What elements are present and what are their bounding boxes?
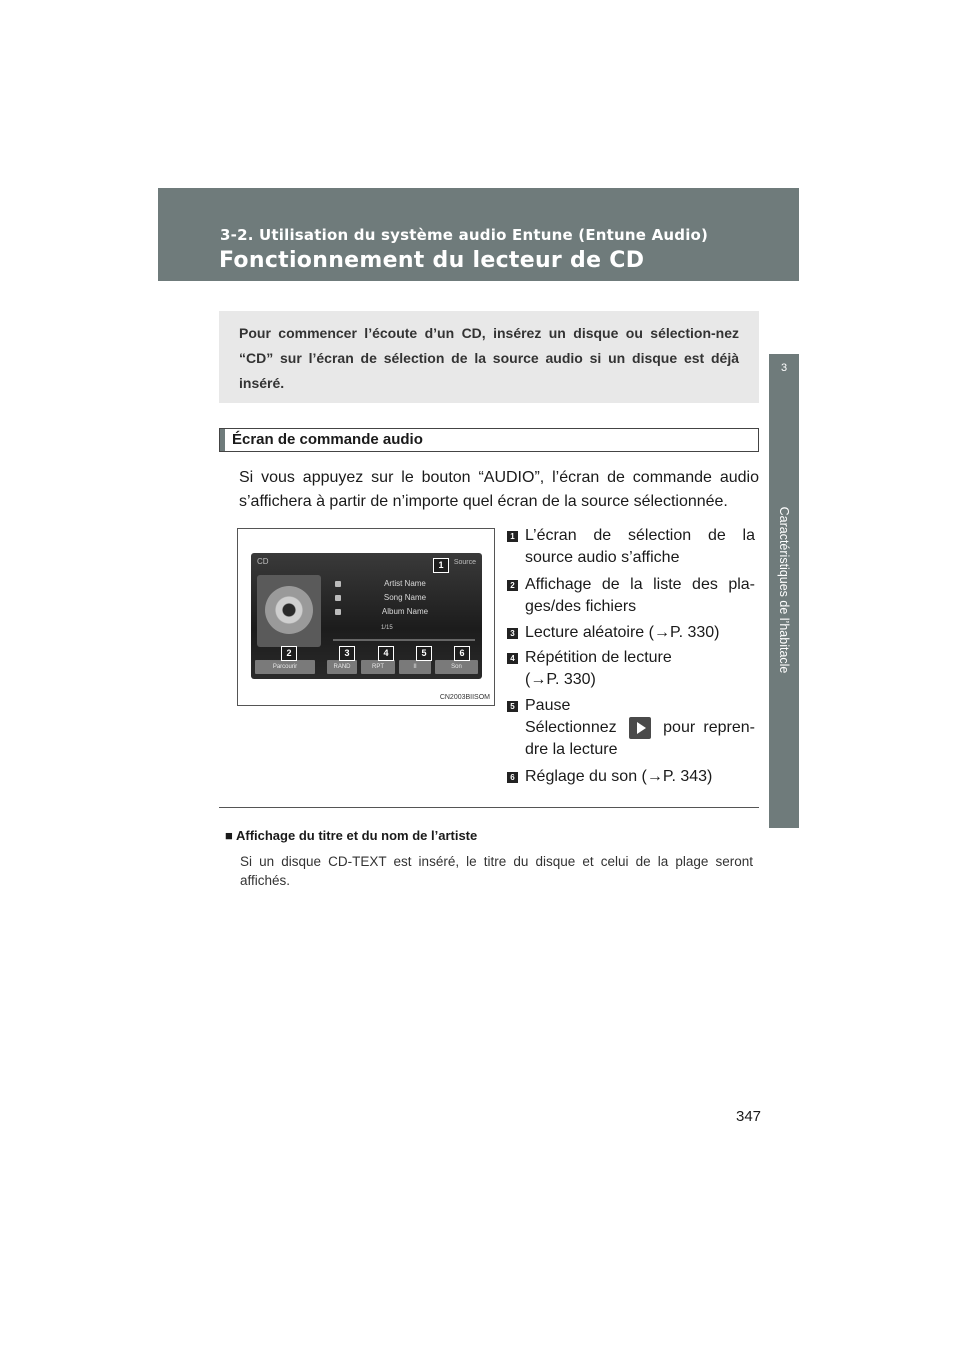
section-label: 3-2. Utilisation du système audio Entune (Entune Audio) bbox=[220, 226, 709, 244]
song-name: Song Name bbox=[383, 593, 427, 602]
callout-5: 5 bbox=[416, 646, 432, 661]
subsection-heading bbox=[219, 428, 759, 452]
play-icon bbox=[629, 717, 651, 739]
note-title: ■ Affichage du titre et du nom de l’artiste bbox=[225, 828, 478, 843]
screen-button-row bbox=[255, 660, 478, 674]
chapter-side-tab bbox=[769, 354, 799, 828]
audio-screen-figure bbox=[237, 528, 495, 706]
legend-text: source audio s’affiche bbox=[525, 549, 680, 566]
page-title: Fonctionnement du lecteur de CD bbox=[219, 248, 645, 273]
browse-button: Parcourir bbox=[255, 660, 315, 674]
figure-caption: CN2003BIISOM bbox=[439, 694, 490, 701]
legend-number: 5 bbox=[507, 701, 518, 712]
intro-text: Pour commencer l’écoute d’un CD, insérez un disque ou sélection-nez “CD” sur l’écran de sélection de la source audio si un disque est déjà inséré. bbox=[239, 325, 739, 391]
random-button: RAND bbox=[327, 660, 357, 674]
disc-panel bbox=[257, 575, 321, 647]
legend-text: pour repren- bbox=[663, 719, 756, 737]
callout-6: 6 bbox=[454, 646, 470, 661]
chapter-number: 3 bbox=[780, 362, 788, 374]
legend-text: dre la lecture bbox=[525, 741, 618, 759]
artist-icon bbox=[335, 581, 341, 587]
legend-text: Affichage de la liste des pla- bbox=[525, 576, 755, 593]
legend-text: Réglage du son (→P. 343) bbox=[525, 768, 713, 785]
screen-title: CD bbox=[257, 557, 269, 566]
section-divider bbox=[219, 807, 759, 808]
sound-button: Son bbox=[435, 660, 478, 674]
legend-text: (→P. 330) bbox=[525, 671, 596, 688]
legend-text: Sélectionnez bbox=[525, 719, 617, 737]
source-button: Source bbox=[453, 559, 476, 566]
callout-4: 4 bbox=[378, 646, 394, 661]
callout-1: 1 bbox=[433, 558, 449, 573]
legend-text: Lecture aléatoire (→P. 330) bbox=[525, 624, 720, 641]
callout-3: 3 bbox=[339, 646, 355, 661]
page-number: 347 bbox=[736, 1108, 762, 1125]
legend-number: 6 bbox=[507, 772, 518, 783]
legend-text: Pause bbox=[525, 697, 571, 714]
legend-number: 3 bbox=[507, 628, 518, 639]
track-count: 1/15 bbox=[381, 625, 393, 631]
body-paragraph: Si vous appuyez sur le bouton “AUDIO”, l’écran de commande audio s’affichera à partir de n’importe quel écran de la source sélectionnée. bbox=[239, 469, 759, 510]
legend-text: Répétition de lecture bbox=[525, 649, 672, 666]
legend-number: 4 bbox=[507, 653, 518, 664]
subsection-title: Écran de commande audio bbox=[232, 431, 423, 448]
seek-bar bbox=[333, 639, 475, 641]
chapter-title: Caractéristiques de l’habitacle bbox=[777, 506, 791, 674]
legend-number: 2 bbox=[507, 580, 518, 591]
song-icon bbox=[335, 595, 341, 601]
pause-button: II bbox=[399, 660, 431, 674]
legend-text: ges/des fichiers bbox=[525, 598, 637, 615]
legend-text: L’écran de sélection de la bbox=[525, 527, 755, 544]
subsection-bar bbox=[220, 429, 225, 451]
album-icon bbox=[335, 609, 341, 615]
artist-name: Artist Name bbox=[384, 579, 426, 588]
callout-2: 2 bbox=[281, 646, 297, 661]
note-body: Si un disque CD-TEXT est inséré, le titre du disque et celui de la plage seront affichés. bbox=[240, 854, 753, 888]
disc-icon bbox=[265, 586, 313, 634]
intro-box bbox=[219, 311, 759, 403]
repeat-button: RPT bbox=[361, 660, 395, 674]
legend-number: 1 bbox=[507, 531, 518, 542]
album-name: Album Name bbox=[381, 607, 429, 616]
